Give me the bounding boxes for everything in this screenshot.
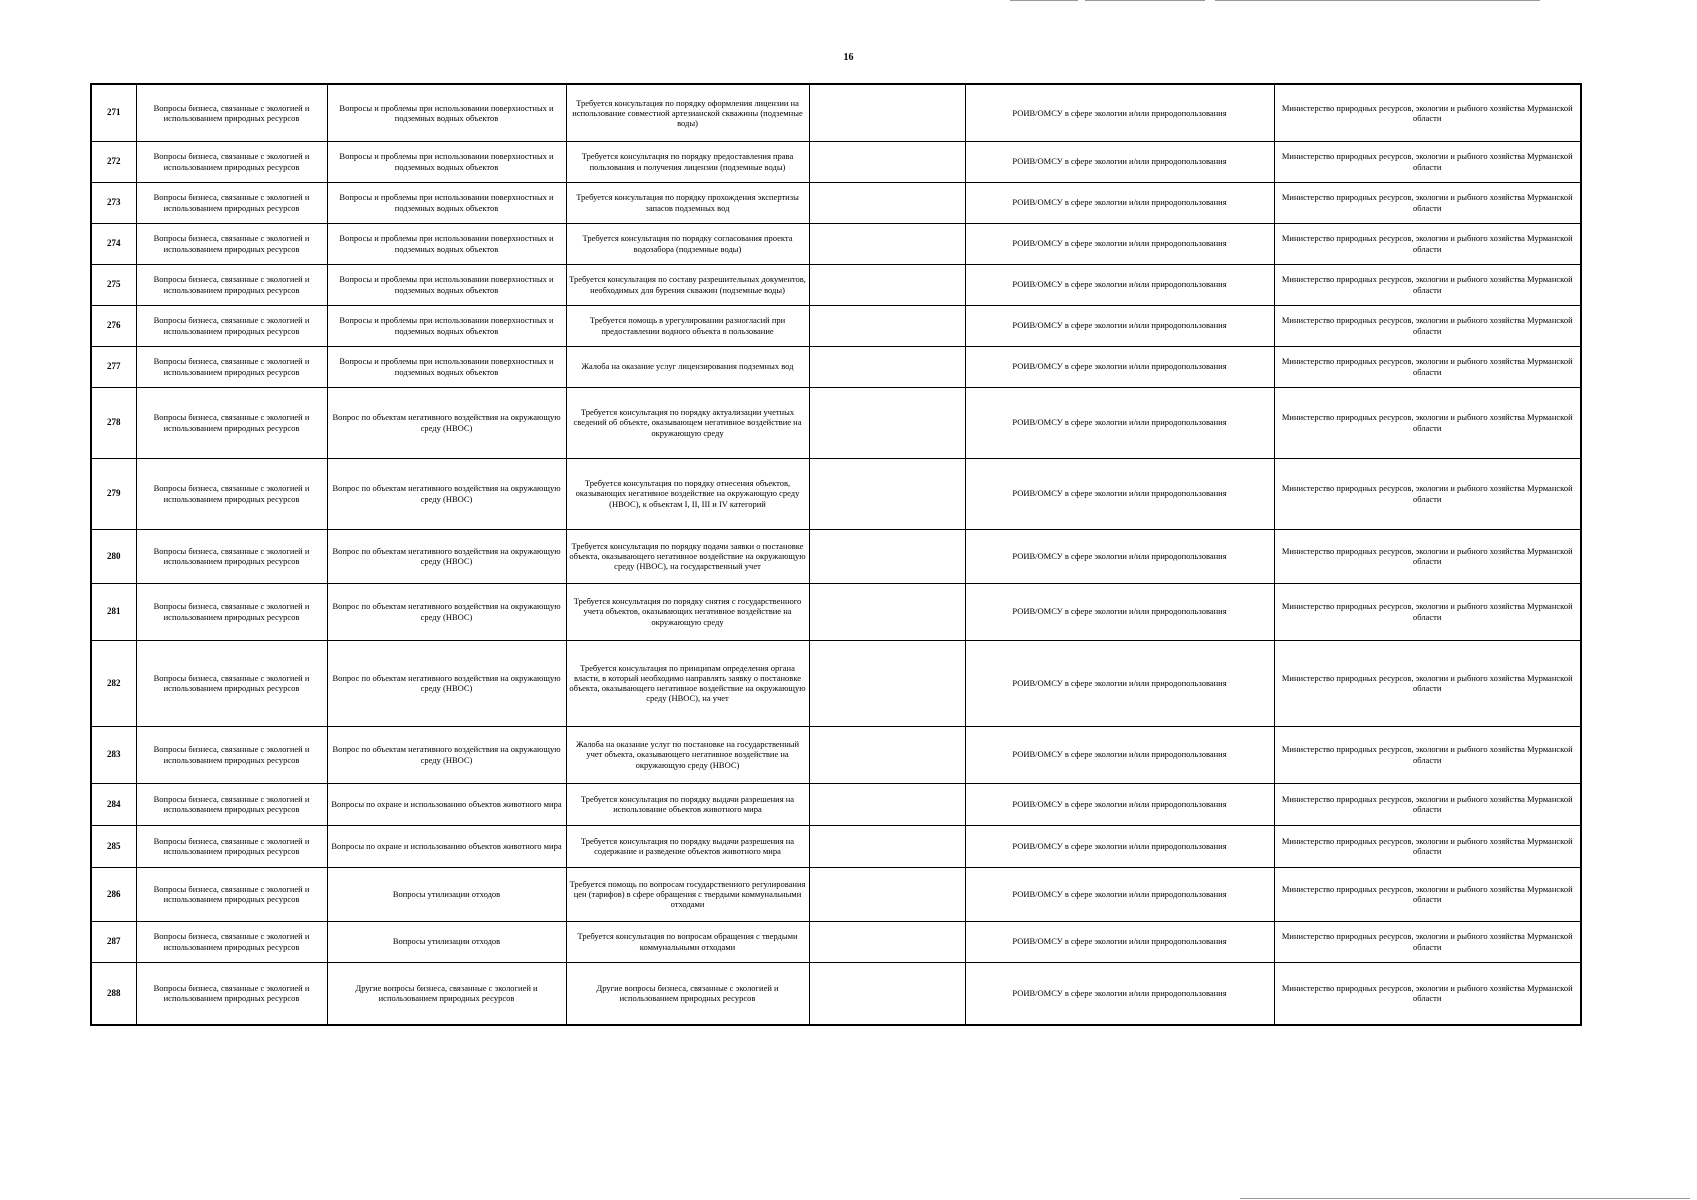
ministry-cell: Министерство природных ресурсов, экологии и рыбного хозяйства Мурманской области	[1274, 182, 1581, 223]
question-cell: Требуется консультация по порядку снятия с государственного учета объектов, оказывающих негативное воздействие на окружающую среду	[566, 583, 809, 640]
empty-cell	[809, 346, 965, 387]
scan-artifact-top	[1085, 0, 1205, 1]
ministry-cell: Министерство природных ресурсов, экологии и рыбного хозяйства Мурманской области	[1274, 640, 1581, 726]
table-row	[91, 529, 1581, 583]
question-cell: Требуется помощь по вопросам государственного регулирования цен (тарифов) в сфере обращения с твердыми коммунальными отходами	[566, 867, 809, 921]
authority-cell: РОИВ/ОМСУ в сфере экологии и/или природопользования	[965, 182, 1274, 223]
authority-cell: РОИВ/ОМСУ в сфере экологии и/или природопользования	[965, 84, 1274, 141]
topic-cell: Вопросы по охране и использованию объектов животного мира	[327, 783, 566, 825]
row-number: 284	[91, 783, 136, 825]
category-cell: Вопросы бизнеса, связанные с экологией и использованием природных ресурсов	[136, 583, 327, 640]
table-row	[91, 640, 1581, 726]
table-row	[91, 182, 1581, 223]
row-number: 272	[91, 141, 136, 182]
ministry-cell: Министерство природных ресурсов, экологии и рыбного хозяйства Мурманской области	[1274, 84, 1581, 141]
topic-cell: Вопрос по объектам негативного воздействия на окружающую среду (НВОС)	[327, 529, 566, 583]
row-number: 275	[91, 264, 136, 305]
ministry-cell: Министерство природных ресурсов, экологии и рыбного хозяйства Мурманской области	[1274, 962, 1581, 1025]
empty-cell	[809, 640, 965, 726]
page-number: 16	[843, 52, 854, 63]
row-number: 273	[91, 182, 136, 223]
row-number: 285	[91, 825, 136, 867]
row-number: 280	[91, 529, 136, 583]
authority-cell: РОИВ/ОМСУ в сфере экологии и/или природопользования	[965, 305, 1274, 346]
authority-cell: РОИВ/ОМСУ в сфере экологии и/или природопользования	[965, 529, 1274, 583]
row-number: 279	[91, 458, 136, 529]
row-number: 287	[91, 921, 136, 962]
topic-cell: Вопросы и проблемы при использовании поверхностных и подземных водных объектов	[327, 346, 566, 387]
category-cell: Вопросы бизнеса, связанные с экологией и использованием природных ресурсов	[136, 529, 327, 583]
category-cell: Вопросы бизнеса, связанные с экологией и использованием природных ресурсов	[136, 921, 327, 962]
empty-cell	[809, 305, 965, 346]
registry-table	[90, 83, 1582, 1026]
question-cell: Требуется консультация по порядку прохождения экспертизы запасов подземных вод	[566, 182, 809, 223]
category-cell: Вопросы бизнеса, связанные с экологией и использованием природных ресурсов	[136, 305, 327, 346]
category-cell: Вопросы бизнеса, связанные с экологией и использованием природных ресурсов	[136, 458, 327, 529]
authority-cell: РОИВ/ОМСУ в сфере экологии и/или природопользования	[965, 458, 1274, 529]
table-row	[91, 921, 1581, 962]
category-cell: Вопросы бизнеса, связанные с экологией и использованием природных ресурсов	[136, 141, 327, 182]
table-row	[91, 825, 1581, 867]
question-cell: Требуется консультация по принципам определения органа власти, в который необходимо направлять заявку о постановке объекта, оказывающего негативное воздействие на окружающую среду (НВОС), на учет	[566, 640, 809, 726]
topic-cell: Вопрос по объектам негативного воздействия на окружающую среду (НВОС)	[327, 387, 566, 458]
table-row	[91, 726, 1581, 783]
table-row	[91, 84, 1581, 141]
ministry-cell: Министерство природных ресурсов, экологии и рыбного хозяйства Мурманской области	[1274, 387, 1581, 458]
category-cell: Вопросы бизнеса, связанные с экологией и использованием природных ресурсов	[136, 867, 327, 921]
category-cell: Вопросы бизнеса, связанные с экологией и использованием природных ресурсов	[136, 264, 327, 305]
topic-cell: Вопросы и проблемы при использовании поверхностных и подземных водных объектов	[327, 84, 566, 141]
empty-cell	[809, 141, 965, 182]
question-cell: Другие вопросы бизнеса, связанные с экологией и использованием природных ресурсов	[566, 962, 809, 1025]
empty-cell	[809, 921, 965, 962]
question-cell: Требуется консультация по порядку подачи заявки о постановке объекта, оказывающего негативное воздействие на окружающую среду (НВОС), на государственный учет	[566, 529, 809, 583]
question-cell: Требуется консультация по порядку согласования проекта водозабора (подземные воды)	[566, 223, 809, 264]
category-cell: Вопросы бизнеса, связанные с экологией и использованием природных ресурсов	[136, 182, 327, 223]
authority-cell: РОИВ/ОМСУ в сфере экологии и/или природопользования	[965, 387, 1274, 458]
category-cell: Вопросы бизнеса, связанные с экологией и использованием природных ресурсов	[136, 223, 327, 264]
authority-cell: РОИВ/ОМСУ в сфере экологии и/или природопользования	[965, 640, 1274, 726]
row-number: 274	[91, 223, 136, 264]
empty-cell	[809, 726, 965, 783]
topic-cell: Вопрос по объектам негативного воздействия на окружающую среду (НВОС)	[327, 726, 566, 783]
category-cell: Вопросы бизнеса, связанные с экологией и использованием природных ресурсов	[136, 346, 327, 387]
question-cell: Жалоба на оказание услуг лицензирования подземных вод	[566, 346, 809, 387]
empty-cell	[809, 458, 965, 529]
row-number: 271	[91, 84, 136, 141]
ministry-cell: Министерство природных ресурсов, экологии и рыбного хозяйства Мурманской области	[1274, 921, 1581, 962]
topic-cell: Вопросы и проблемы при использовании поверхностных и подземных водных объектов	[327, 264, 566, 305]
authority-cell: РОИВ/ОМСУ в сфере экологии и/или природопользования	[965, 962, 1274, 1025]
scan-artifact-top	[1010, 0, 1078, 1]
ministry-cell: Министерство природных ресурсов, экологии и рыбного хозяйства Мурманской области	[1274, 583, 1581, 640]
empty-cell	[809, 783, 965, 825]
ministry-cell: Министерство природных ресурсов, экологии и рыбного хозяйства Мурманской области	[1274, 825, 1581, 867]
question-cell: Требуется консультация по порядку отнесения объектов, оказывающих негативное воздействие на окружающую среду (НВОС), к объектам I, II, III и IV категорий	[566, 458, 809, 529]
topic-cell: Вопросы утилизации отходов	[327, 921, 566, 962]
empty-cell	[809, 264, 965, 305]
table-row	[91, 387, 1581, 458]
row-number: 281	[91, 583, 136, 640]
category-cell: Вопросы бизнеса, связанные с экологией и использованием природных ресурсов	[136, 640, 327, 726]
empty-cell	[809, 84, 965, 141]
category-cell: Вопросы бизнеса, связанные с экологией и использованием природных ресурсов	[136, 825, 327, 867]
authority-cell: РОИВ/ОМСУ в сфере экологии и/или природопользования	[965, 825, 1274, 867]
ministry-cell: Министерство природных ресурсов, экологии и рыбного хозяйства Мурманской области	[1274, 783, 1581, 825]
question-cell: Требуется консультация по порядку предоставления права пользования и получения лицензии (подземные воды)	[566, 141, 809, 182]
topic-cell: Вопрос по объектам негативного воздействия на окружающую среду (НВОС)	[327, 458, 566, 529]
authority-cell: РОИВ/ОМСУ в сфере экологии и/или природопользования	[965, 223, 1274, 264]
question-cell: Требуется консультация по порядку оформления лицензии на использование совместной артезианской скважины (подземные воды)	[566, 84, 809, 141]
authority-cell: РОИВ/ОМСУ в сфере экологии и/или природопользования	[965, 726, 1274, 783]
table-row	[91, 783, 1581, 825]
topic-cell: Вопросы и проблемы при использовании поверхностных и подземных водных объектов	[327, 141, 566, 182]
authority-cell: РОИВ/ОМСУ в сфере экологии и/или природопользования	[965, 346, 1274, 387]
ministry-cell: Министерство природных ресурсов, экологии и рыбного хозяйства Мурманской области	[1274, 141, 1581, 182]
empty-cell	[809, 182, 965, 223]
category-cell: Вопросы бизнеса, связанные с экологией и использованием природных ресурсов	[136, 387, 327, 458]
topic-cell: Вопросы и проблемы при использовании поверхностных и подземных водных объектов	[327, 223, 566, 264]
question-cell: Жалоба на оказание услуг по постановке на государственный учет объекта, оказывающего негативное воздействие на окружающую среду (НВОС)	[566, 726, 809, 783]
question-cell: Требуется консультация по составу разрешительных документов, необходимых для бурения скважин (подземные воды)	[566, 264, 809, 305]
authority-cell: РОИВ/ОМСУ в сфере экологии и/или природопользования	[965, 264, 1274, 305]
ministry-cell: Министерство природных ресурсов, экологии и рыбного хозяйства Мурманской области	[1274, 529, 1581, 583]
table-row	[91, 264, 1581, 305]
row-number: 278	[91, 387, 136, 458]
category-cell: Вопросы бизнеса, связанные с экологией и использованием природных ресурсов	[136, 962, 327, 1025]
authority-cell: РОИВ/ОМСУ в сфере экологии и/или природопользования	[965, 783, 1274, 825]
ministry-cell: Министерство природных ресурсов, экологии и рыбного хозяйства Мурманской области	[1274, 458, 1581, 529]
table-row	[91, 867, 1581, 921]
authority-cell: РОИВ/ОМСУ в сфере экологии и/или природопользования	[965, 921, 1274, 962]
empty-cell	[809, 387, 965, 458]
category-cell: Вопросы бизнеса, связанные с экологией и использованием природных ресурсов	[136, 726, 327, 783]
topic-cell: Вопросы по охране и использованию объектов животного мира	[327, 825, 566, 867]
scan-artifact-bottom	[1240, 1198, 1690, 1199]
scan-artifact-top	[1215, 0, 1540, 1]
row-number: 282	[91, 640, 136, 726]
row-number: 276	[91, 305, 136, 346]
topic-cell: Другие вопросы бизнеса, связанные с экологией и использованием природных ресурсов	[327, 962, 566, 1025]
question-cell: Требуется консультация по вопросам обращения с твердыми коммунальными отходами	[566, 921, 809, 962]
table-row	[91, 346, 1581, 387]
ministry-cell: Министерство природных ресурсов, экологии и рыбного хозяйства Мурманской области	[1274, 305, 1581, 346]
authority-cell: РОИВ/ОМСУ в сфере экологии и/или природопользования	[965, 141, 1274, 182]
category-cell: Вопросы бизнеса, связанные с экологией и использованием природных ресурсов	[136, 783, 327, 825]
topic-cell: Вопрос по объектам негативного воздействия на окружающую среду (НВОС)	[327, 640, 566, 726]
ministry-cell: Министерство природных ресурсов, экологии и рыбного хозяйства Мурманской области	[1274, 223, 1581, 264]
empty-cell	[809, 583, 965, 640]
table-row	[91, 305, 1581, 346]
empty-cell	[809, 867, 965, 921]
table-row	[91, 223, 1581, 264]
table-row	[91, 141, 1581, 182]
empty-cell	[809, 962, 965, 1025]
topic-cell: Вопрос по объектам негативного воздействия на окружающую среду (НВОС)	[327, 583, 566, 640]
topic-cell: Вопросы утилизации отходов	[327, 867, 566, 921]
empty-cell	[809, 223, 965, 264]
question-cell: Требуется помощь в урегулировании разногласий при предоставлении водного объекта в пользование	[566, 305, 809, 346]
topic-cell: Вопросы и проблемы при использовании поверхностных и подземных водных объектов	[327, 305, 566, 346]
topic-cell: Вопросы и проблемы при использовании поверхностных и подземных водных объектов	[327, 182, 566, 223]
row-number: 277	[91, 346, 136, 387]
empty-cell	[809, 529, 965, 583]
question-cell: Требуется консультация по порядку актуализации учетных сведений об объекте, оказывающем негативное воздействие на окружающую среду	[566, 387, 809, 458]
ministry-cell: Министерство природных ресурсов, экологии и рыбного хозяйства Мурманской области	[1274, 867, 1581, 921]
table-row	[91, 962, 1581, 1025]
ministry-cell: Министерство природных ресурсов, экологии и рыбного хозяйства Мурманской области	[1274, 264, 1581, 305]
ministry-cell: Министерство природных ресурсов, экологии и рыбного хозяйства Мурманской области	[1274, 726, 1581, 783]
empty-cell	[809, 825, 965, 867]
row-number: 283	[91, 726, 136, 783]
table-row	[91, 583, 1581, 640]
table-row	[91, 458, 1581, 529]
row-number: 288	[91, 962, 136, 1025]
question-cell: Требуется консультация по порядку выдачи разрешения на использование объектов животного мира	[566, 783, 809, 825]
row-number: 286	[91, 867, 136, 921]
authority-cell: РОИВ/ОМСУ в сфере экологии и/или природопользования	[965, 867, 1274, 921]
category-cell: Вопросы бизнеса, связанные с экологией и использованием природных ресурсов	[136, 84, 327, 141]
authority-cell: РОИВ/ОМСУ в сфере экологии и/или природопользования	[965, 583, 1274, 640]
question-cell: Требуется консультация по порядку выдачи разрешения на содержание и разведение объектов животного мира	[566, 825, 809, 867]
ministry-cell: Министерство природных ресурсов, экологии и рыбного хозяйства Мурманской области	[1274, 346, 1581, 387]
